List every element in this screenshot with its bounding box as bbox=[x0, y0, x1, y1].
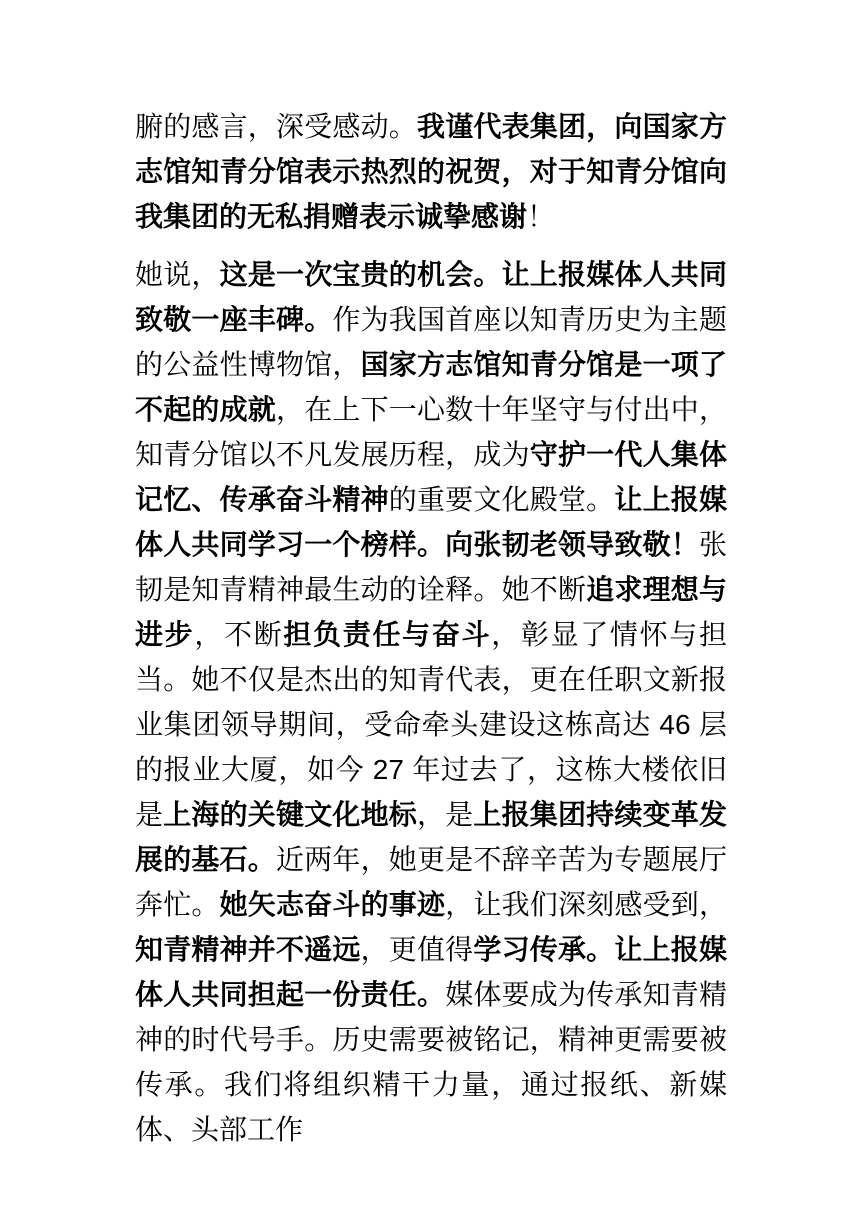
paragraph-2 bbox=[135, 252, 727, 1152]
text-run-bold: 她矢志奋斗的事迹 bbox=[219, 889, 446, 920]
text-run-bold: 学习传承。让上报媒体人共同担起一份责任。 bbox=[135, 934, 727, 1010]
text-run: 作为我国首座以知青历史为主题的公益性博物馆， bbox=[135, 304, 727, 380]
text-run: 的重要文化殿堂。 bbox=[388, 484, 615, 515]
paragraph-1 bbox=[135, 104, 727, 239]
text-run: ，更值得 bbox=[360, 934, 474, 965]
text-run: ，彰显了情怀与担当。她不仅是杰出的知青代表，更在任职文新报业集团领导期间，受命牵头建设这栋高达 46 层的报业大厦，如今 27 年过去了，这栋大楼依旧是 bbox=[135, 619, 727, 830]
text-run: 她说， bbox=[135, 259, 220, 290]
text-run-bold: 追求理想与进步 bbox=[135, 574, 727, 650]
text-run-bold: 上海的关键文化地标 bbox=[163, 799, 417, 830]
text-run-bold: 我谨代表集团，向国家方志馆知青分馆表示热烈的祝贺，对于知青分馆向我集团的无私捐赠表示诚挚感谢 bbox=[135, 111, 727, 232]
text-run: 近两年，她更是不辞辛苦为专题展厅奔忙。 bbox=[135, 844, 727, 920]
text-run: 张韧是知青精神最生动的诠释。她不断 bbox=[135, 529, 727, 605]
text-run: ，是 bbox=[416, 799, 474, 830]
text-run: ！ bbox=[527, 201, 556, 232]
text-run: 媒体要成为传承知青精神的时代号手。历史需要被铭记，精神更需要被传承。我们将组织精干力量，通过报纸、新媒体、头部工作 bbox=[135, 979, 727, 1145]
text-run-bold: 这是一次宝贵的机会。让上报媒体人共同致敬一座丰碑。 bbox=[135, 259, 727, 335]
text-run: ，让我们深刻感受到， bbox=[445, 889, 727, 920]
text-run-bold: 担负责任与奋斗 bbox=[283, 619, 492, 650]
text-run: 腑的感言，深受感动。 bbox=[135, 111, 417, 142]
text-run-bold: 让上报媒体人共同学习一个榜样。向张韧老领导致敬！ bbox=[135, 484, 727, 560]
text-run: ，在上下一心数十年坚守与付出中，知青分馆以不凡发展历程，成为 bbox=[135, 394, 727, 470]
text-run-bold: 守护一代人集体记忆、传承奋斗精神 bbox=[135, 439, 727, 515]
text-run: ，不断 bbox=[194, 619, 284, 650]
text-run-bold: 上报集团持续变革发展的基石。 bbox=[135, 799, 727, 875]
document-content bbox=[135, 104, 727, 1165]
text-run-bold: 知青精神并不遥远 bbox=[135, 934, 361, 965]
text-run-bold: 国家方志馆知青分馆是一项了不起的成就 bbox=[135, 349, 727, 425]
